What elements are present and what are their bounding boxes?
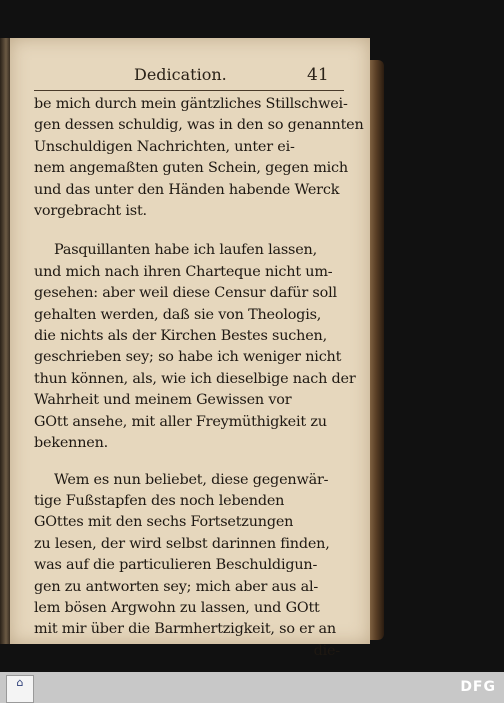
text-line: gehalten werden, daß sie von Theologis,: [34, 306, 322, 323]
book-spine: [0, 38, 10, 644]
page-text: [34, 94, 364, 662]
text-line: Wem es nun beliebet, diese gegenwär-: [54, 471, 329, 488]
book-page: [10, 38, 370, 659]
running-head: Dedication.: [134, 65, 227, 84]
text-line: geschrieben sey; so habe ich weniger nicht: [34, 349, 342, 366]
paragraph-3: [34, 470, 342, 663]
paragraph-1: [34, 94, 364, 222]
text-line: und mich nach ihren Charteque nicht um-: [34, 263, 333, 280]
text-line: und das unter den Händen habende Werck: [34, 181, 340, 198]
text-line: be mich durch mein gäntzliches Stillschwei-: [34, 96, 348, 112]
page-edges: [368, 60, 384, 640]
text-line: thun können, als, wie ich dieselbige nach der: [34, 370, 356, 387]
text-line: gen dessen schuldig, was in den so genannten: [34, 117, 364, 134]
francke-foundation-logo[interactable]: [6, 675, 34, 703]
text-line: lem bösen Argwohn zu lassen, und GOtt: [34, 599, 320, 616]
catchword: die-: [313, 642, 340, 659]
text-line: mit mir über die Barmhertzigkeit, so er an: [34, 621, 336, 638]
dfg-logo[interactable]: [460, 679, 496, 695]
text-line: GOttes mit den sechs Fortsetzungen: [34, 514, 294, 531]
text-line: die nichts als der Kirchen Bestes suchen,: [34, 328, 327, 345]
text-line: GOtt ansehe, mit aller Freymüthigkeit zu: [34, 413, 327, 430]
text-line: gen zu antworten sey; mich aber aus al-: [34, 578, 319, 595]
header-rule: [34, 90, 344, 91]
text-line: vorgebracht ist.: [34, 203, 147, 220]
text-line: Pasquillanten habe ich laufen lassen,: [54, 242, 317, 259]
paragraph-2: [34, 240, 356, 454]
viewer-footer: [0, 672, 504, 703]
text-line: nem angemaßten guten Schein, gegen mich: [34, 160, 348, 177]
text-line: was auf die particulieren Beschuldigun-: [34, 557, 318, 574]
text-line: Wahrheit und meinem Gewissen vor: [34, 392, 292, 409]
text-line: bekennen.: [34, 435, 109, 452]
text-line: zu lesen, der wird selbst darinnen finden,: [34, 535, 330, 552]
building-icon: ⌂: [16, 676, 24, 689]
page-header: [10, 65, 370, 87]
text-line: tige Fußstapfen des noch lebenden: [34, 492, 285, 509]
text-line: gesehen: aber weil diese Censur dafür soll: [34, 285, 337, 302]
text-line: Unschuldigen Nachrichten, unter ei-: [34, 138, 295, 155]
page-number: 41: [307, 65, 329, 85]
dfg-logo-text: DFG: [460, 679, 496, 695]
